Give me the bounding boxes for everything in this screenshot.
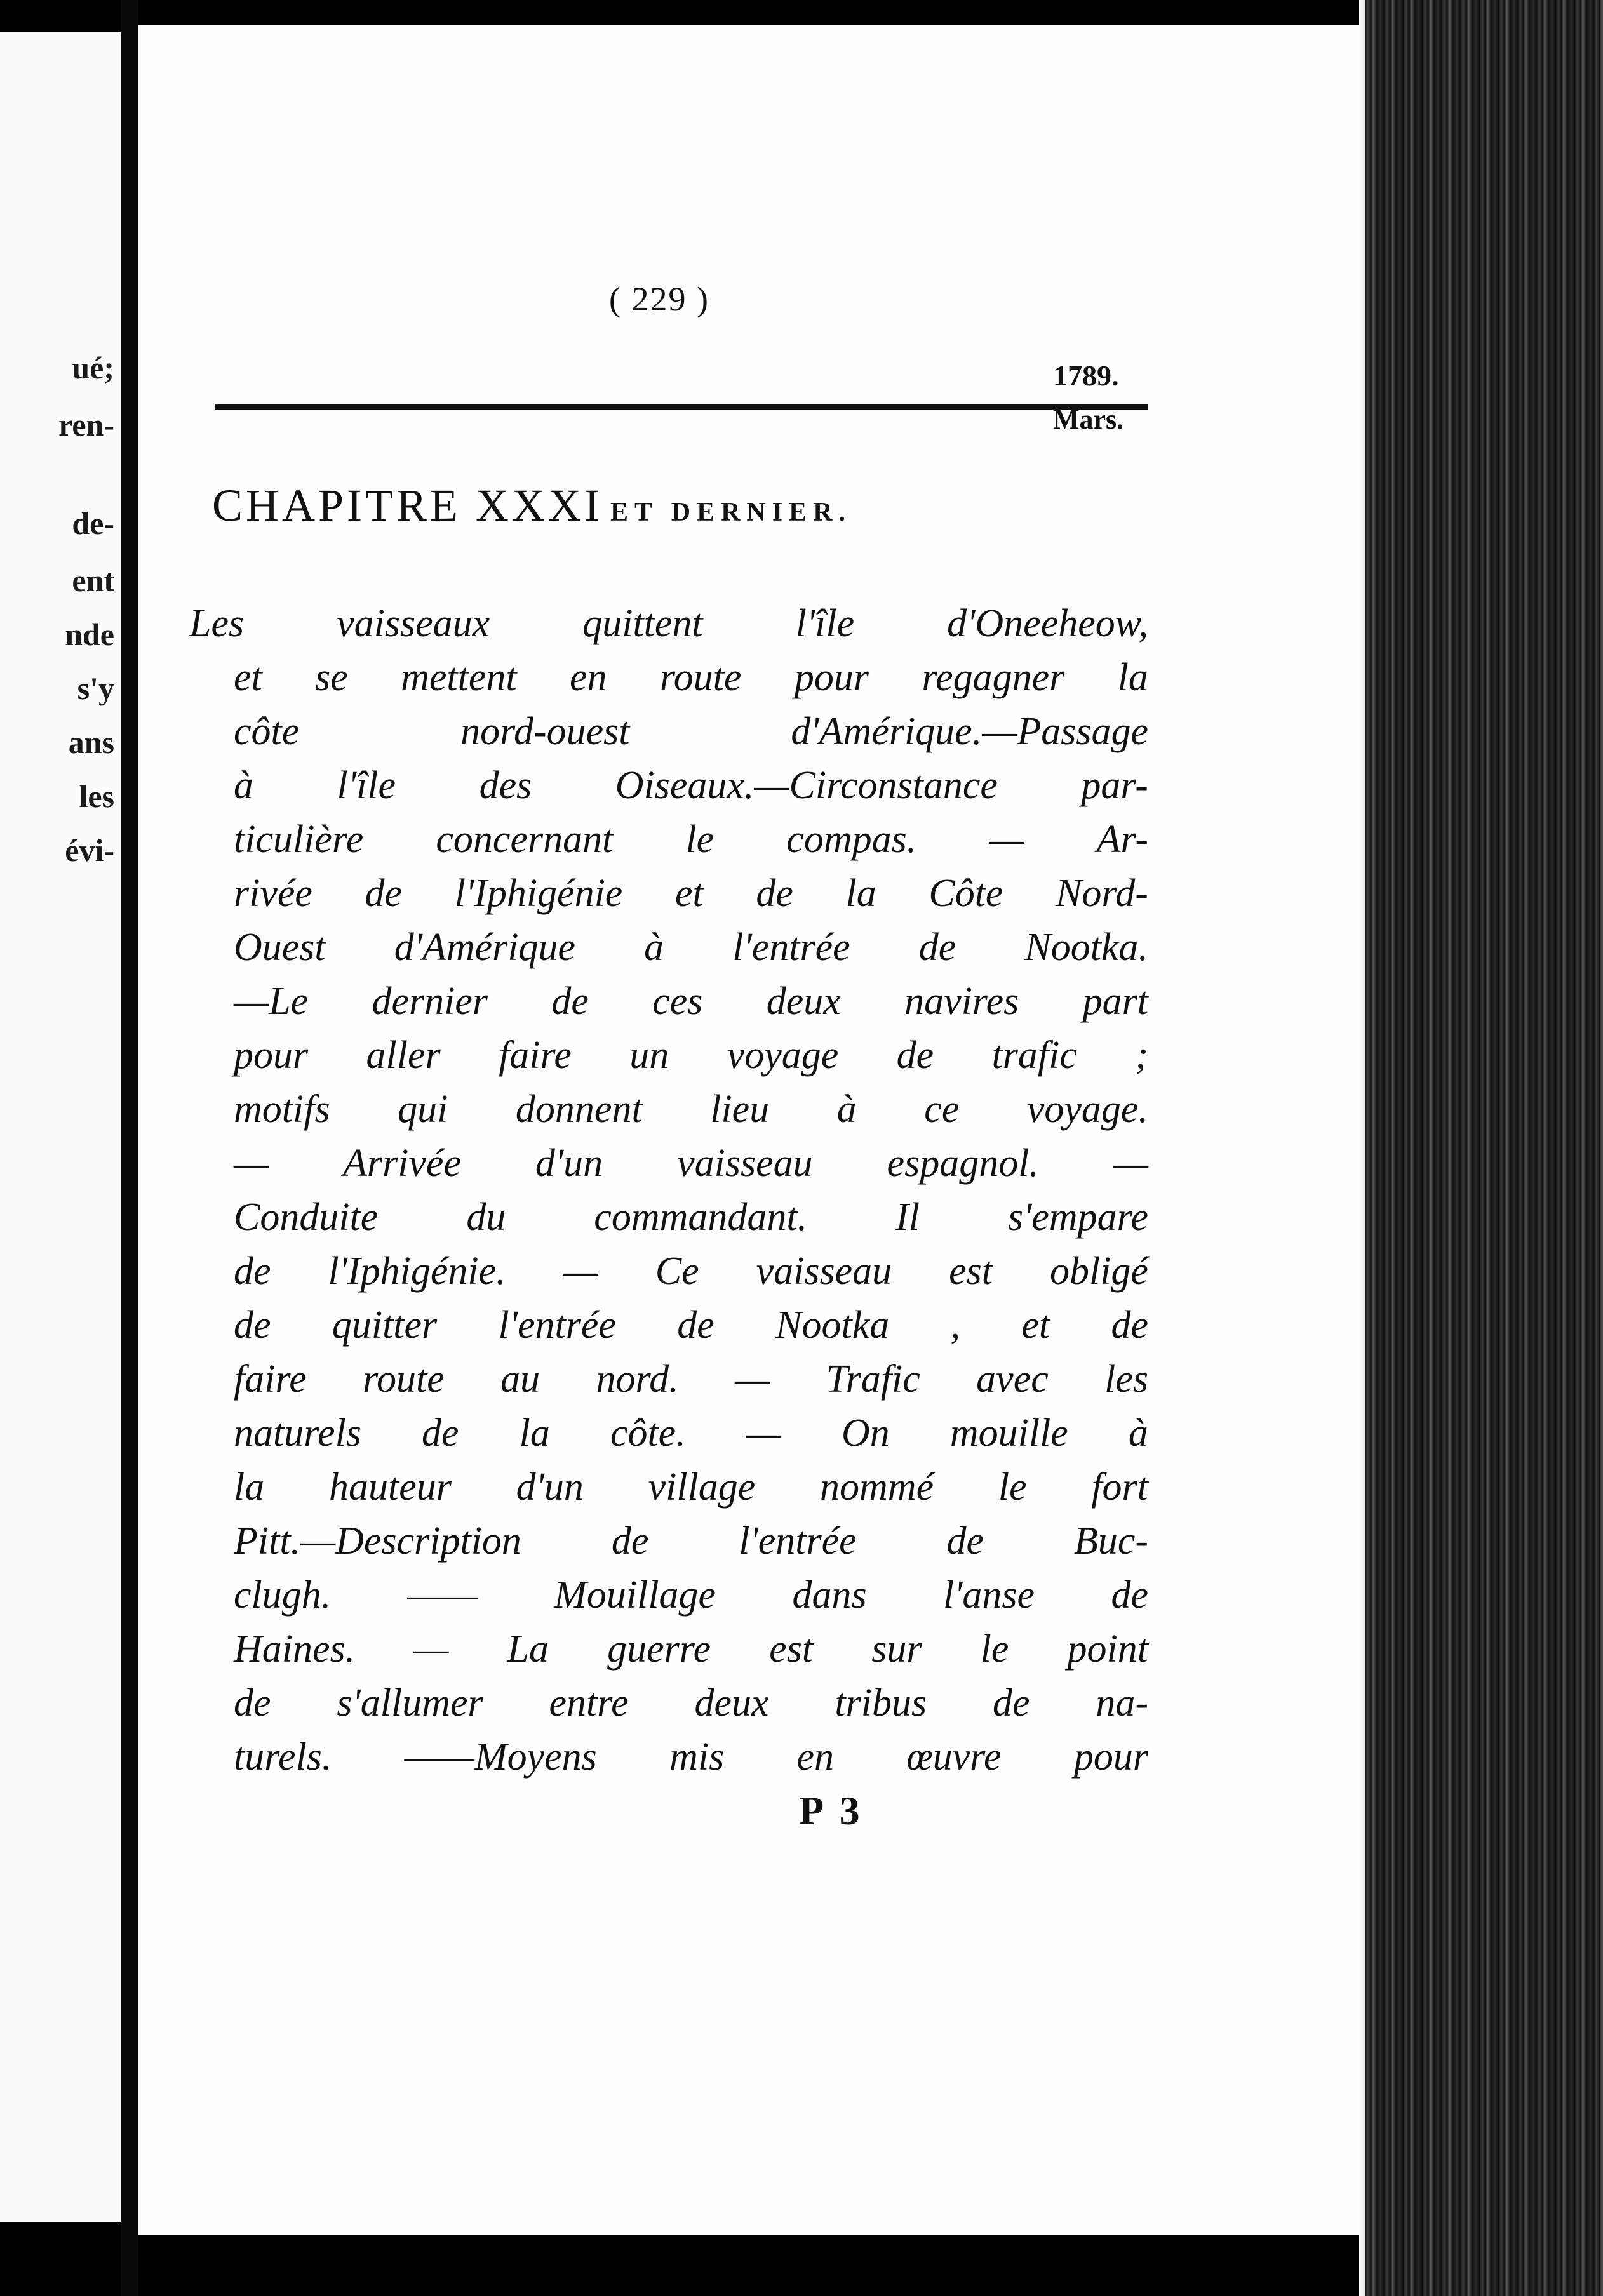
summary-word: l'entrée — [739, 1519, 857, 1563]
page-number: ( 229 ) — [609, 280, 709, 318]
summary-line — [189, 1298, 1148, 1352]
summary-word: —— — [407, 1573, 478, 1617]
summary-line — [189, 759, 1148, 813]
summary-word: pour — [234, 1034, 309, 1077]
summary-word: par- — [1081, 764, 1148, 807]
summary-word: nord. — [596, 1358, 679, 1401]
summary-word: naturels — [234, 1412, 361, 1455]
summary-word: Les — [189, 602, 245, 645]
facing-page-line: les — [79, 778, 114, 814]
summary-line — [189, 813, 1148, 867]
summary-word: côte. — [610, 1412, 686, 1455]
summary-word: — — [234, 1142, 269, 1185]
summary-line — [189, 975, 1148, 1029]
summary-word: vaisseaux — [337, 602, 490, 645]
summary-word: — — [1113, 1142, 1148, 1185]
summary-word: en — [569, 656, 607, 699]
summary-word: deux — [766, 980, 841, 1023]
summary-word: le — [980, 1627, 1009, 1671]
summary-word: ce — [924, 1088, 960, 1131]
summary-word: route — [363, 1358, 445, 1401]
summary-word: hauteur — [328, 1465, 452, 1509]
summary-word: dans — [792, 1573, 867, 1617]
summary-word: le — [685, 818, 714, 861]
facing-page — [0, 32, 121, 2222]
summary-word: nommé — [820, 1465, 934, 1509]
summary-word: faire — [499, 1034, 572, 1077]
summary-word: au — [500, 1358, 540, 1401]
summary-word: na- — [1096, 1681, 1148, 1725]
facing-page-line: évi- — [65, 832, 114, 868]
summary-word: — — [563, 1250, 598, 1293]
summary-word: guerre — [607, 1627, 711, 1671]
summary-word: ; — [1135, 1034, 1148, 1077]
summary-line — [189, 1730, 1148, 1784]
summary-word: sur — [871, 1627, 922, 1671]
printer-signature: P 3 — [799, 1788, 864, 1833]
summary-word: fort — [1091, 1465, 1148, 1509]
summary-line — [189, 1514, 1148, 1568]
summary-word: — — [413, 1627, 449, 1671]
summary-word: navires — [904, 980, 1019, 1023]
summary-line — [189, 1460, 1148, 1514]
summary-line — [189, 1622, 1148, 1676]
summary-word: de — [422, 1412, 459, 1455]
facing-page-line: ué; — [72, 350, 114, 385]
summary-word: d'Amérique.—Passage — [791, 710, 1148, 753]
summary-word: deux — [694, 1681, 769, 1725]
summary-word: mouille — [949, 1412, 1068, 1455]
summary-word: la — [1117, 656, 1148, 699]
summary-word: de — [677, 1304, 714, 1347]
summary-word: à — [644, 926, 664, 969]
summary-word: La — [507, 1627, 549, 1671]
summary-word: à — [234, 764, 253, 807]
summary-word: Pitt.—Description — [234, 1519, 521, 1563]
summary-line — [189, 921, 1148, 975]
summary-line — [189, 651, 1148, 705]
summary-word: l'Iphigénie — [454, 872, 623, 915]
summary-line — [189, 867, 1148, 921]
summary-word: trafic — [991, 1034, 1077, 1077]
summary-word: Haines. — [234, 1627, 356, 1671]
summary-word: la — [519, 1412, 550, 1455]
facing-page-line: ans — [68, 724, 114, 760]
summary-word: turels. — [234, 1735, 332, 1779]
summary-line — [189, 1137, 1148, 1191]
summary-word: compas. — [786, 818, 917, 861]
summary-word: aller — [366, 1034, 441, 1077]
summary-word: est — [949, 1250, 993, 1293]
summary-word: ——Moyens — [404, 1735, 597, 1779]
summary-word: Mouillage — [554, 1573, 716, 1617]
summary-line — [189, 1676, 1148, 1730]
summary-word: — — [989, 818, 1024, 861]
summary-word: de — [611, 1519, 649, 1563]
summary-word: la — [845, 872, 876, 915]
book-gutter — [121, 0, 138, 2296]
summary-word: part — [1082, 980, 1148, 1023]
facing-page-line: ent — [72, 563, 114, 598]
summary-word: concernant — [436, 818, 614, 861]
summary-word: , — [950, 1304, 961, 1347]
summary-word: et — [1021, 1304, 1050, 1347]
summary-word: voyage. — [1026, 1088, 1148, 1131]
summary-word: s'allumer — [337, 1681, 483, 1725]
summary-word: Ouest — [234, 926, 326, 969]
summary-word: la — [234, 1465, 265, 1509]
summary-line — [189, 1191, 1148, 1245]
summary-word: village — [648, 1465, 756, 1509]
summary-word: point — [1067, 1627, 1148, 1671]
summary-word: d'Amérique — [394, 926, 576, 969]
summary-word: regagner — [922, 656, 1065, 699]
summary-word: s'empare — [1007, 1196, 1148, 1239]
summary-word: dernier — [372, 980, 488, 1023]
summary-word: l'île — [337, 764, 396, 807]
summary-word: et — [234, 656, 262, 699]
summary-word: est — [769, 1627, 814, 1671]
facing-page-line: s'y — [77, 671, 114, 706]
summary-word: voyage — [727, 1034, 839, 1077]
summary-line — [189, 1083, 1148, 1137]
summary-line — [189, 1029, 1148, 1083]
summary-word: route — [659, 656, 742, 699]
summary-word: ces — [652, 980, 703, 1023]
summary-word: On — [842, 1412, 890, 1455]
summary-word: qui — [398, 1088, 448, 1131]
summary-word: — — [746, 1412, 781, 1455]
facing-page-line: de- — [72, 505, 114, 541]
summary-line — [189, 1568, 1148, 1622]
summary-word: de — [1111, 1573, 1148, 1617]
summary-word: œuvre — [906, 1735, 1002, 1779]
summary-word: l'entrée — [732, 926, 850, 969]
summary-word: les — [1104, 1358, 1148, 1401]
summary-word: à — [1128, 1412, 1148, 1455]
summary-word: quittent — [582, 602, 703, 645]
summary-word: ticulière — [234, 818, 364, 861]
chapter-number: CHAPITRE XXXI — [212, 480, 603, 531]
summary-word: de — [234, 1250, 271, 1293]
summary-word: obligé — [1049, 1250, 1148, 1293]
summary-word: Oiseaux.—Circonstance — [615, 764, 998, 807]
summary-word: le — [998, 1465, 1027, 1509]
summary-word: se — [315, 656, 348, 699]
summary-word: Ar- — [1096, 818, 1148, 861]
summary-word: Nootka. — [1024, 926, 1148, 969]
summary-word: des — [479, 764, 532, 807]
summary-word: nord-ouest — [460, 710, 630, 753]
summary-word: faire — [234, 1358, 307, 1401]
summary-line — [189, 1406, 1148, 1460]
summary-word: vaisseau — [756, 1250, 892, 1293]
summary-word: rivée — [234, 872, 312, 915]
summary-word: d'un — [535, 1142, 603, 1185]
summary-word: quitter — [332, 1304, 438, 1347]
summary-word: côte — [234, 710, 300, 753]
summary-word: Trafic — [826, 1358, 920, 1401]
summary-word: Ce — [655, 1250, 699, 1293]
margin-year: 1789. — [1053, 359, 1119, 392]
summary-word: de — [896, 1034, 934, 1077]
summary-word: lieu — [710, 1088, 770, 1131]
book-fore-edge — [1365, 0, 1603, 2296]
summary-word: de — [365, 872, 403, 915]
book-page — [138, 25, 1402, 2235]
summary-word: entre — [549, 1681, 629, 1725]
facing-page-line: nde — [65, 617, 114, 652]
summary-word: Conduite — [234, 1196, 379, 1239]
summary-word: à — [836, 1088, 857, 1131]
summary-word: commandant. — [594, 1196, 808, 1239]
summary-word: et — [674, 872, 704, 915]
header-rule — [215, 404, 1148, 410]
summary-word: motifs — [234, 1088, 330, 1131]
summary-word: mettent — [401, 656, 517, 699]
summary-word: pour — [1073, 1735, 1148, 1779]
summary-word: Il — [895, 1196, 920, 1239]
summary-word: de — [551, 980, 589, 1023]
summary-word: l'île — [795, 602, 855, 645]
summary-word: du — [466, 1196, 506, 1239]
summary-word: de — [992, 1681, 1030, 1725]
summary-word: vaisseau — [677, 1142, 813, 1185]
summary-word: Nootka — [775, 1304, 890, 1347]
summary-line — [189, 1352, 1148, 1406]
summary-word: d'Oneeheow, — [947, 602, 1148, 645]
summary-word: Nord- — [1056, 872, 1148, 915]
summary-word: de — [946, 1519, 984, 1563]
summary-word: de — [756, 872, 793, 915]
chapter-summary — [189, 597, 1148, 1784]
summary-line — [189, 1245, 1148, 1298]
summary-word: pour — [794, 656, 869, 699]
summary-word: Buc- — [1073, 1519, 1148, 1563]
summary-line — [189, 705, 1148, 759]
summary-word: l'anse — [942, 1573, 1035, 1617]
facing-page-line: ren- — [58, 407, 114, 443]
summary-word: en — [796, 1735, 835, 1779]
summary-word: — — [735, 1358, 770, 1401]
summary-word: un — [629, 1034, 669, 1077]
summary-word: Côte — [929, 872, 1003, 915]
chapter-subtitle: ET DERNIER. — [610, 498, 852, 527]
chapter-title — [212, 479, 852, 532]
summary-word: clugh. — [234, 1573, 332, 1617]
summary-word: tribus — [835, 1681, 927, 1725]
margin-month: Mars. — [1053, 404, 1124, 435]
summary-word: de — [1111, 1304, 1148, 1347]
summary-word: d'un — [516, 1465, 584, 1509]
summary-word: de — [918, 926, 956, 969]
summary-word: de — [234, 1681, 271, 1725]
summary-word: mis — [669, 1735, 725, 1779]
summary-word: espagnol. — [887, 1142, 1039, 1185]
summary-word: avec — [976, 1358, 1049, 1401]
summary-word: donnent — [515, 1088, 643, 1131]
summary-word: l'entrée — [498, 1304, 616, 1347]
summary-line — [189, 597, 1148, 651]
summary-word: Arrivée — [343, 1142, 461, 1185]
summary-word: l'Iphigénie. — [328, 1250, 506, 1293]
summary-word: de — [234, 1304, 271, 1347]
summary-word: —Le — [234, 980, 309, 1023]
